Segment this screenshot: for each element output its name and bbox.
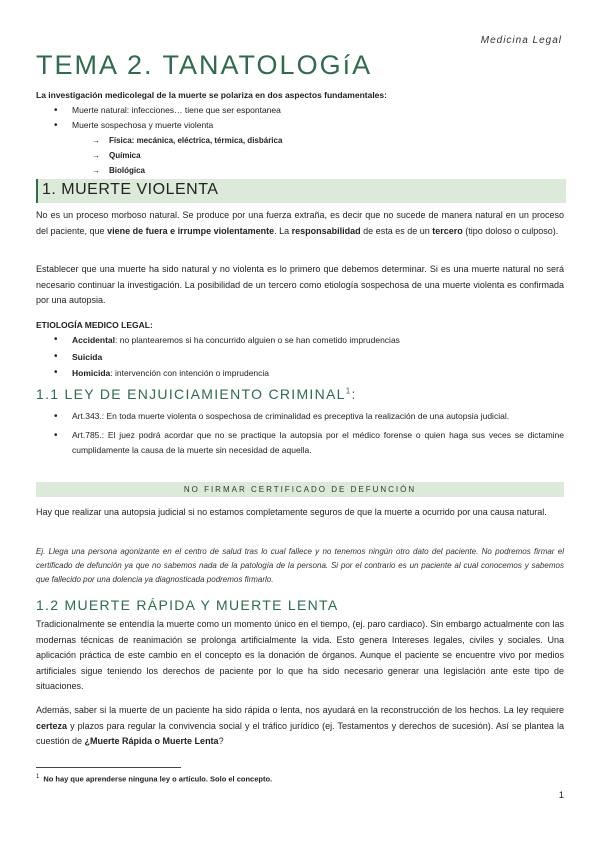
bold-text: responsabilidad xyxy=(291,225,361,236)
articles-list xyxy=(54,409,564,462)
intro-list xyxy=(54,103,281,133)
list-item xyxy=(54,428,564,459)
page-title: TEMA 2. TANATOLOGíA xyxy=(36,50,373,80)
list-item-text: Biológica xyxy=(109,166,146,175)
paragraph-determination: Establecer que una muerte ha sido natural y no violenta es lo primero que debemos determinar. Si es una muerte natural no será necesario continuar la investigación. La posibilidad de un tercero como etiología sospechosa de una muerte violenta es confirmada por una autopsia. xyxy=(36,264,564,305)
running-header: Medicina Legal xyxy=(480,35,562,46)
list-item xyxy=(54,103,281,118)
bullet-icon: • xyxy=(54,429,58,441)
list-item xyxy=(54,409,564,425)
section-heading-muerte-violenta xyxy=(36,179,566,203)
arrow-icon: → xyxy=(92,166,100,175)
text-run: de esta es de un xyxy=(360,225,433,236)
footnote-divider xyxy=(36,767,181,768)
subsection-heading-muerte-rapida: 1.2 MUERTE RÁPIDA Y MUERTE LENTA xyxy=(36,597,339,613)
bold-text: Suicida xyxy=(72,351,103,362)
bullet-icon: • xyxy=(54,105,58,116)
highlight-banner: NO FIRMAR CERTIFICADO DE DEFUNCIÓN xyxy=(36,482,564,497)
bold-text: Homicida xyxy=(72,368,111,378)
bold-text: viene de fuera e irrumpe violentamente xyxy=(107,225,275,236)
section-heading-text: 1. MUERTE VIOLENTA xyxy=(42,181,219,198)
list-item-text: : no plantearemos si ha concurrido alguien o se han cometido imprudencias xyxy=(115,335,400,345)
intro-text: La investigación medicolegal de la muerte se polariza en dos aspectos fundamentales: xyxy=(36,90,387,100)
bullet-icon: • xyxy=(54,350,58,362)
etiology-list xyxy=(54,332,400,382)
list-item xyxy=(54,118,281,133)
list-item xyxy=(54,365,400,382)
list-item-text: Art.785.: El juez podrá acordar que no se practique la autopsia por el médico forense o quien haga sus veces se dictamine cumplidamente la causa de la muerte sin necesidad de aquella. xyxy=(72,429,564,455)
footnote xyxy=(36,774,272,784)
page-number: 1 xyxy=(558,790,564,801)
example-paragraph: Ej. Llega una persona agonizante en el centro de salud tras lo cual fallece y no tenemos ningún otro dato del paciente. No podremos firmar el certificado de defunción ya que no sabemos nada de la patología de la persona. Si por el contrario es un paciente al cual conocemos y sabemos que fallecido por una dolencia ya diagnosticada podremos firmarlo. xyxy=(36,547,564,584)
list-item-text: Art.343.: En toda muerte violenta o sospechosa de criminalidad es preceptiva la realización de una autopsia judicial. xyxy=(72,411,510,421)
footnote-number: 1 xyxy=(36,774,40,780)
list-item xyxy=(54,332,400,349)
footnote-text: No hay que aprenderse ninguna ley o artículo. Solo el concepto. xyxy=(43,774,273,784)
list-item xyxy=(92,148,282,163)
intro-sublist xyxy=(92,133,282,178)
heading-colon: : xyxy=(351,386,357,402)
bullet-icon: • xyxy=(54,334,58,345)
bold-text: tercero xyxy=(432,225,463,236)
subsection-heading-ley xyxy=(36,386,357,402)
paragraph-ademas xyxy=(36,703,564,750)
arrow-icon: → xyxy=(92,151,100,160)
bullet-icon: • xyxy=(54,367,58,378)
list-item-text: Muerte sospechosa y muerte violenta xyxy=(72,120,214,130)
text-run: (tipo doloso o culposo). xyxy=(462,225,559,236)
footnote-ref[interactable]: 1 xyxy=(345,386,352,396)
list-item xyxy=(92,133,282,148)
bold-text: Accidental xyxy=(72,335,115,345)
text-run: y plazos para regular la convivencia social y el tráfico jurídico (ej. Testamentos y derechos de sucesión). Así se plantea la cuestión de xyxy=(36,720,564,746)
bullet-icon: • xyxy=(54,120,58,131)
paragraph-autopsia: Hay que realizar una autopsia judicial si no estamos completamente seguros de que la muerte a ocurrido por una causa natural. xyxy=(36,507,547,517)
list-item-text: Física: mecánica, eléctrica, térmica, disbárica xyxy=(109,136,283,145)
list-item-text: : intervención con intención o imprudencia xyxy=(110,368,270,378)
arrow-icon: → xyxy=(92,136,100,145)
list-item xyxy=(54,349,400,366)
list-item-text: Química xyxy=(109,151,141,160)
list-item-text: Muerte natural: infecciones… tiene que ser espontanea xyxy=(72,105,281,115)
text-run: No es un proceso morboso natural. Se produce por una fuerza extraña, es decir que no sucede de manera natural en un proceso del paciente, que xyxy=(36,210,564,236)
text-run: Además, saber si la muerte de un paciente ha sido rápida o lenta, nos ayudará en la reconstrucción de los hechos. La ley requiere xyxy=(36,705,564,715)
list-item xyxy=(92,163,282,178)
bullet-icon: • xyxy=(54,411,58,422)
text-run: . La xyxy=(274,225,292,236)
etiology-heading: ETIOLOGÍA MEDICO LEGAL: xyxy=(36,320,153,330)
paragraph-definition xyxy=(36,208,564,239)
bold-text: ¿Muerte Rápida o Muerte Lenta xyxy=(84,736,219,746)
subsection-heading-text: 1.1 LEY DE ENJUICIAMIENTO CRIMINAL xyxy=(36,386,346,402)
paragraph-tradicional: Tradicionalmente se entendía la muerte como un momento único en el tiempo, (ej. paro cardiaco). Sin embargo actualmente con las modernas técnicas de reanimación se prolonga artificialmente la vida. Esto genera Intereses legales, civiles y sociales. Una aplicación práctica de este cambio en el concepto es la donación de órganos. Aunque el paciente se encuentre vivo por medios artificiales sigue teniendo los derechos de paciente por lo que ha sido necesario generar una legislación ante este tipo de situaciones. xyxy=(36,619,564,691)
bold-text: certeza xyxy=(36,720,68,731)
text-run: ? xyxy=(218,736,224,746)
